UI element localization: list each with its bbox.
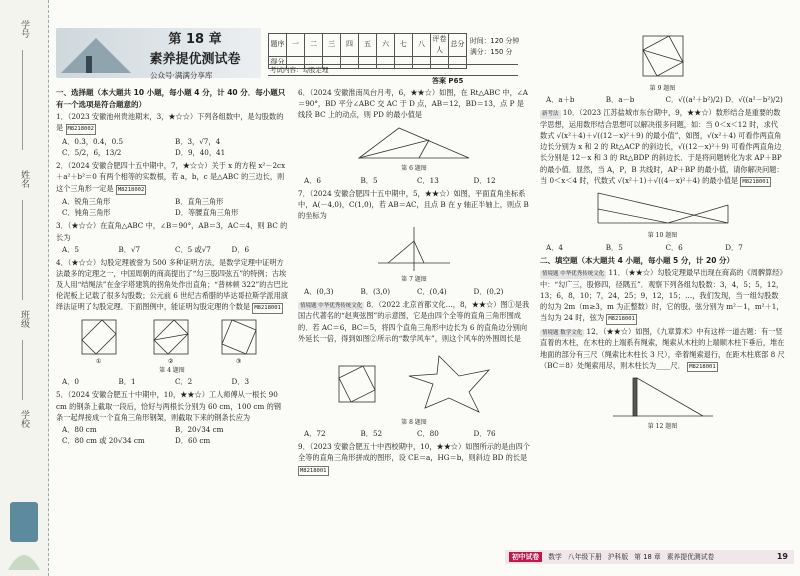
- score-header-cell: 八: [413, 34, 431, 57]
- figure-label: ①: [96, 357, 102, 364]
- question-code: M8218001: [687, 362, 718, 373]
- figure-caption: 第 8 题图: [401, 418, 427, 426]
- options-q2: A．锐角三角形 B．直角三角形 C．钝角三角形 D．等腰直角三角形: [62, 197, 239, 218]
- score-header-cell: 评卷人: [431, 34, 449, 57]
- question-badge: 新考法: [542, 111, 559, 118]
- question-1: 1．（2023 安徽池州贵池期末，3，★☆☆）下列各组数中，是勾股数的是 M8218002: [56, 111, 288, 135]
- question-4: 4．（★☆☆）勾股定理被誉为 500 多种证明方法，是数学定理中证明方法最多的定理之一，中国周朝的商高提出了“勾三股四弦五”的特例；古埃及人用“结绳法”在金字塔建筑的拐角处作出直角；“普林顿 322”的古巴比伦泥板上记载了很多勾股数；公元前 6 世纪古希腊的毕达哥拉斯学派用演绎法证明了勾股定理．下面图例中，能证明勾股定理的个数是 M8218001: [56, 257, 288, 314]
- q6-figure: [349, 122, 479, 162]
- school-label: 学校: [18, 410, 29, 428]
- options-q7: A．(0,3) B．(3,0) C．(0,4) D．(0,2): [304, 286, 504, 296]
- binding-strip: [0, 0, 49, 576]
- question-6: 6．（2024 安徽淮南凤台月考，6，★★☆）如图，在 Rt△ABC 中，∠A＝90°，BD 平分∠ABC 交 AC 于 D 点，AB＝12，BD＝13，点 P 是线段 BC 上的动点，则 PD 的最小值是: [298, 88, 528, 120]
- binding-line: [22, 340, 23, 400]
- question-code: M8218001: [298, 466, 329, 477]
- figure-caption: 第 4 题图: [159, 366, 185, 374]
- footer-title: 素养提优测试卷: [666, 552, 715, 561]
- score-header-cell: 五: [359, 34, 377, 57]
- q8-figure: [329, 346, 499, 416]
- question-10: 新考法 10．（2023 江苏盐城市东台期中，9，★★☆）数形结合是重要的数学思想，运用数形结合思想可以解决很多问题，如：当 0＜x＜12 时，求代数式 √(x²＋4)＋√((12－x)²＋9) 的最小值”，如图，√(x²＋4) 可看作两直角边长分别为 x 和 2 的 Rt△ACP 的斜边长，√((12－x)²＋9) 可看作两直角边长分别是 12－x 和 3 的 Rt△BDP 的斜边长．于是将问题转化为求 AP＋BP 的最小值．显然，当 A，P，B 共线时，AP＋BP 的最小值，请你解决问题：当 0＜x＜4 时，代数式 √(x²＋1)＋√((4－x)²＋4) 的最小值是 M8218001: [540, 107, 785, 187]
- options-q4: A．0 B．1 C．2 D．3: [62, 377, 250, 387]
- q4-figure: [72, 316, 272, 364]
- footer-brand: 初中试卷: [509, 552, 542, 563]
- options-q1: A．0.3，0.4，0.5 B．3，√7，4 C．5/2，6，13/2 D．9，40，41: [62, 136, 226, 158]
- class-label: 班级: [18, 310, 29, 328]
- options-q9: A．a＋b B．a－b C．√((a²＋b²)/2) D．√((a²－b²)/2): [546, 95, 783, 105]
- section-title: 一、选择题（本大题共 10 小题，每小题 4 分，计 40 分．每小题只有一个选项是符合题意的）: [56, 88, 286, 109]
- answer-reference: 答案 P65: [432, 77, 464, 85]
- footer-chapter: 第 18 章: [634, 552, 661, 561]
- score-header-cell: 三: [323, 34, 341, 57]
- footer-edition: 沪科版: [607, 552, 629, 561]
- question-code: M8218001: [740, 177, 771, 188]
- q9-figure: [623, 30, 703, 82]
- column-1: [56, 86, 288, 448]
- figure-caption: 第 9 题图: [649, 85, 676, 92]
- footer-grade: 八年级下册: [567, 552, 602, 561]
- options-q3: A．5 B．√7 C．5 或√7 D．6: [62, 244, 250, 254]
- question-5: 5．（2024 安徽合肥五十中期中，10，★★☆）工人师傅从一根长 90 cm 的钢条上截取一段后，恰好与两根长分别为 60 cm，100 cm 的钢条一起焊接成一个直角三角形钢架，则截取下来的钢条长应为: [56, 390, 281, 422]
- options-q8: A．72 B．52 C．80 D．76: [304, 429, 496, 439]
- time-info: [470, 36, 519, 57]
- figure-caption: 第 7 题图: [401, 276, 427, 284]
- figure-caption: 第 12 题图: [647, 423, 678, 431]
- column-2: [298, 86, 530, 477]
- question-2: 2．（2024 安徽合肥四十五中期中，7，★☆☆）关于 x 的方程 x²－2cx＋a²＋b²＝0 有两个相等的实数根，若 a，b，c 是△ABC 的三边长，则这个三角形一定是 M8218002: [56, 160, 288, 195]
- question-code: M8218001: [252, 303, 283, 314]
- section-title: 二、填空题（本大题共 4 小题，每小题 5 分，计 20 分）: [540, 255, 735, 265]
- q7-figure: [374, 223, 454, 273]
- q10-figure: [588, 189, 738, 229]
- scope-bar: [268, 64, 518, 76]
- question-12: 情境题 数学文化 12．（★★☆）如图，《九章算术》中有这样一道古题：有一竖直着的木柱，在木柱的上端系有绳索，绳索从木柱的上端顺木柱下垂后，堆在地面的部分有三尺（绳索比木柱长 3 尺），牵着绳索退行，在距木柱底部 8 尺（BC＝8）处绳索用尽，则木柱长为____尺． M8218001: [540, 326, 785, 372]
- score-header-cell: 总分: [449, 34, 467, 57]
- question-8: 情境题 中华优秀传统文化 8．（2022 北京首都文化…，8，★★☆）图①是我国古代著名的“赵爽弦图”的示意图，它是由四个全等的直角三角形围成的．若 AC＝6，BC＝5，将四个直角三角形中边长为 6 的直角边分别向外延长一倍，得到如图②所示的“数学风车”，则这个风车的外围周长是: [298, 299, 530, 343]
- figure-label: ③: [236, 357, 242, 364]
- question-9: 9．（2023 安徽合肥五十中西校期中，10，★★☆）如图所示的是由四个全等的直角三角形拼成的图形，设 CE＝a，HG＝b，则斜边 BD 的长是 M8218001: [298, 441, 530, 476]
- chapter-title: 第 18 章: [168, 32, 222, 47]
- score-header-cell: 一: [287, 34, 305, 57]
- question-code: M8218001: [606, 314, 637, 325]
- score-header-cell: 四: [341, 34, 359, 57]
- time-limit: 时间：120 分钟: [470, 37, 520, 45]
- figure-caption: 第 10 题图: [647, 232, 678, 240]
- name-label: 姓名: [18, 170, 29, 188]
- page-number: 19: [776, 551, 788, 561]
- binding-line: [22, 200, 23, 300]
- banner-illustration: [56, 28, 136, 78]
- figure-caption: 第 6 题图: [401, 165, 427, 173]
- binding-line: [22, 50, 23, 150]
- question-badge: 情境题 中华优秀传统文化: [542, 271, 605, 278]
- score-header-cell: 二: [305, 34, 323, 57]
- question-code: M8218002: [66, 124, 97, 135]
- options-q10: A．4 B．5 C．6 D．7: [546, 242, 743, 252]
- question-11: 情境题 中华优秀传统文化 11．（★★☆）勾股定理最早出现在商高的《周髀算经》中：“勾广三，股修四，径隅五”．观察下列各组勾股数：3，4，5；5，12，13；6，8，10；7，24，25；9，12，15；…，我们发现，当一组勾股数的勾为 2m（m≥3，m 为正整数）时，它的股、弦分别为 m²－1，m²＋1，当勾为 24 时，弦为 M8218001: [540, 267, 785, 325]
- column-3: [540, 28, 785, 431]
- figure-label: ②: [168, 357, 174, 364]
- footer-subject: 数学: [548, 552, 562, 561]
- title-block: [130, 30, 260, 70]
- question-badge: 情境题 数学文化: [542, 329, 583, 336]
- full-score: 满分：150 分: [470, 47, 513, 56]
- exam-title: 素养提优测试卷: [149, 52, 241, 68]
- score-header-cell: 七: [395, 34, 413, 57]
- options-q6: A．6 B．5 C．13 D．12: [304, 175, 496, 185]
- question-badge: 情境题 中华优秀传统文化: [300, 302, 363, 309]
- question-3: 3．（★☆☆）在直角△ABC 中，∠B＝90°，AB＝3，AC＝4，则 BC 的长为: [56, 221, 288, 242]
- student-id-label: 学号: [18, 20, 29, 38]
- question-code: M8218002: [116, 185, 147, 196]
- brand-logo: [6, 500, 42, 570]
- options-q5: A．80 cm B．20√34 cm C．80 cm 或 20√34 cm D．60 cm: [62, 424, 224, 446]
- page-footer: [505, 550, 794, 564]
- score-cell[interactable]: 得分: [269, 56, 287, 68]
- score-header-cell: 题序: [269, 34, 287, 57]
- exam-scope: 考试内容：勾股定理: [270, 66, 329, 74]
- question-7: 7．（2024 安徽合肥四十五中期中，5，★★☆）如图，平面直角坐标系中，A(－4,0)，C(1,0)，若 AB＝AC，且点 B 在 y 轴正半轴上，则点 B 的坐标为: [298, 188, 529, 221]
- sub-line: 公众号·满满分享库: [150, 71, 213, 80]
- score-header-cell: 六: [377, 34, 395, 57]
- q12-figure: [603, 374, 723, 420]
